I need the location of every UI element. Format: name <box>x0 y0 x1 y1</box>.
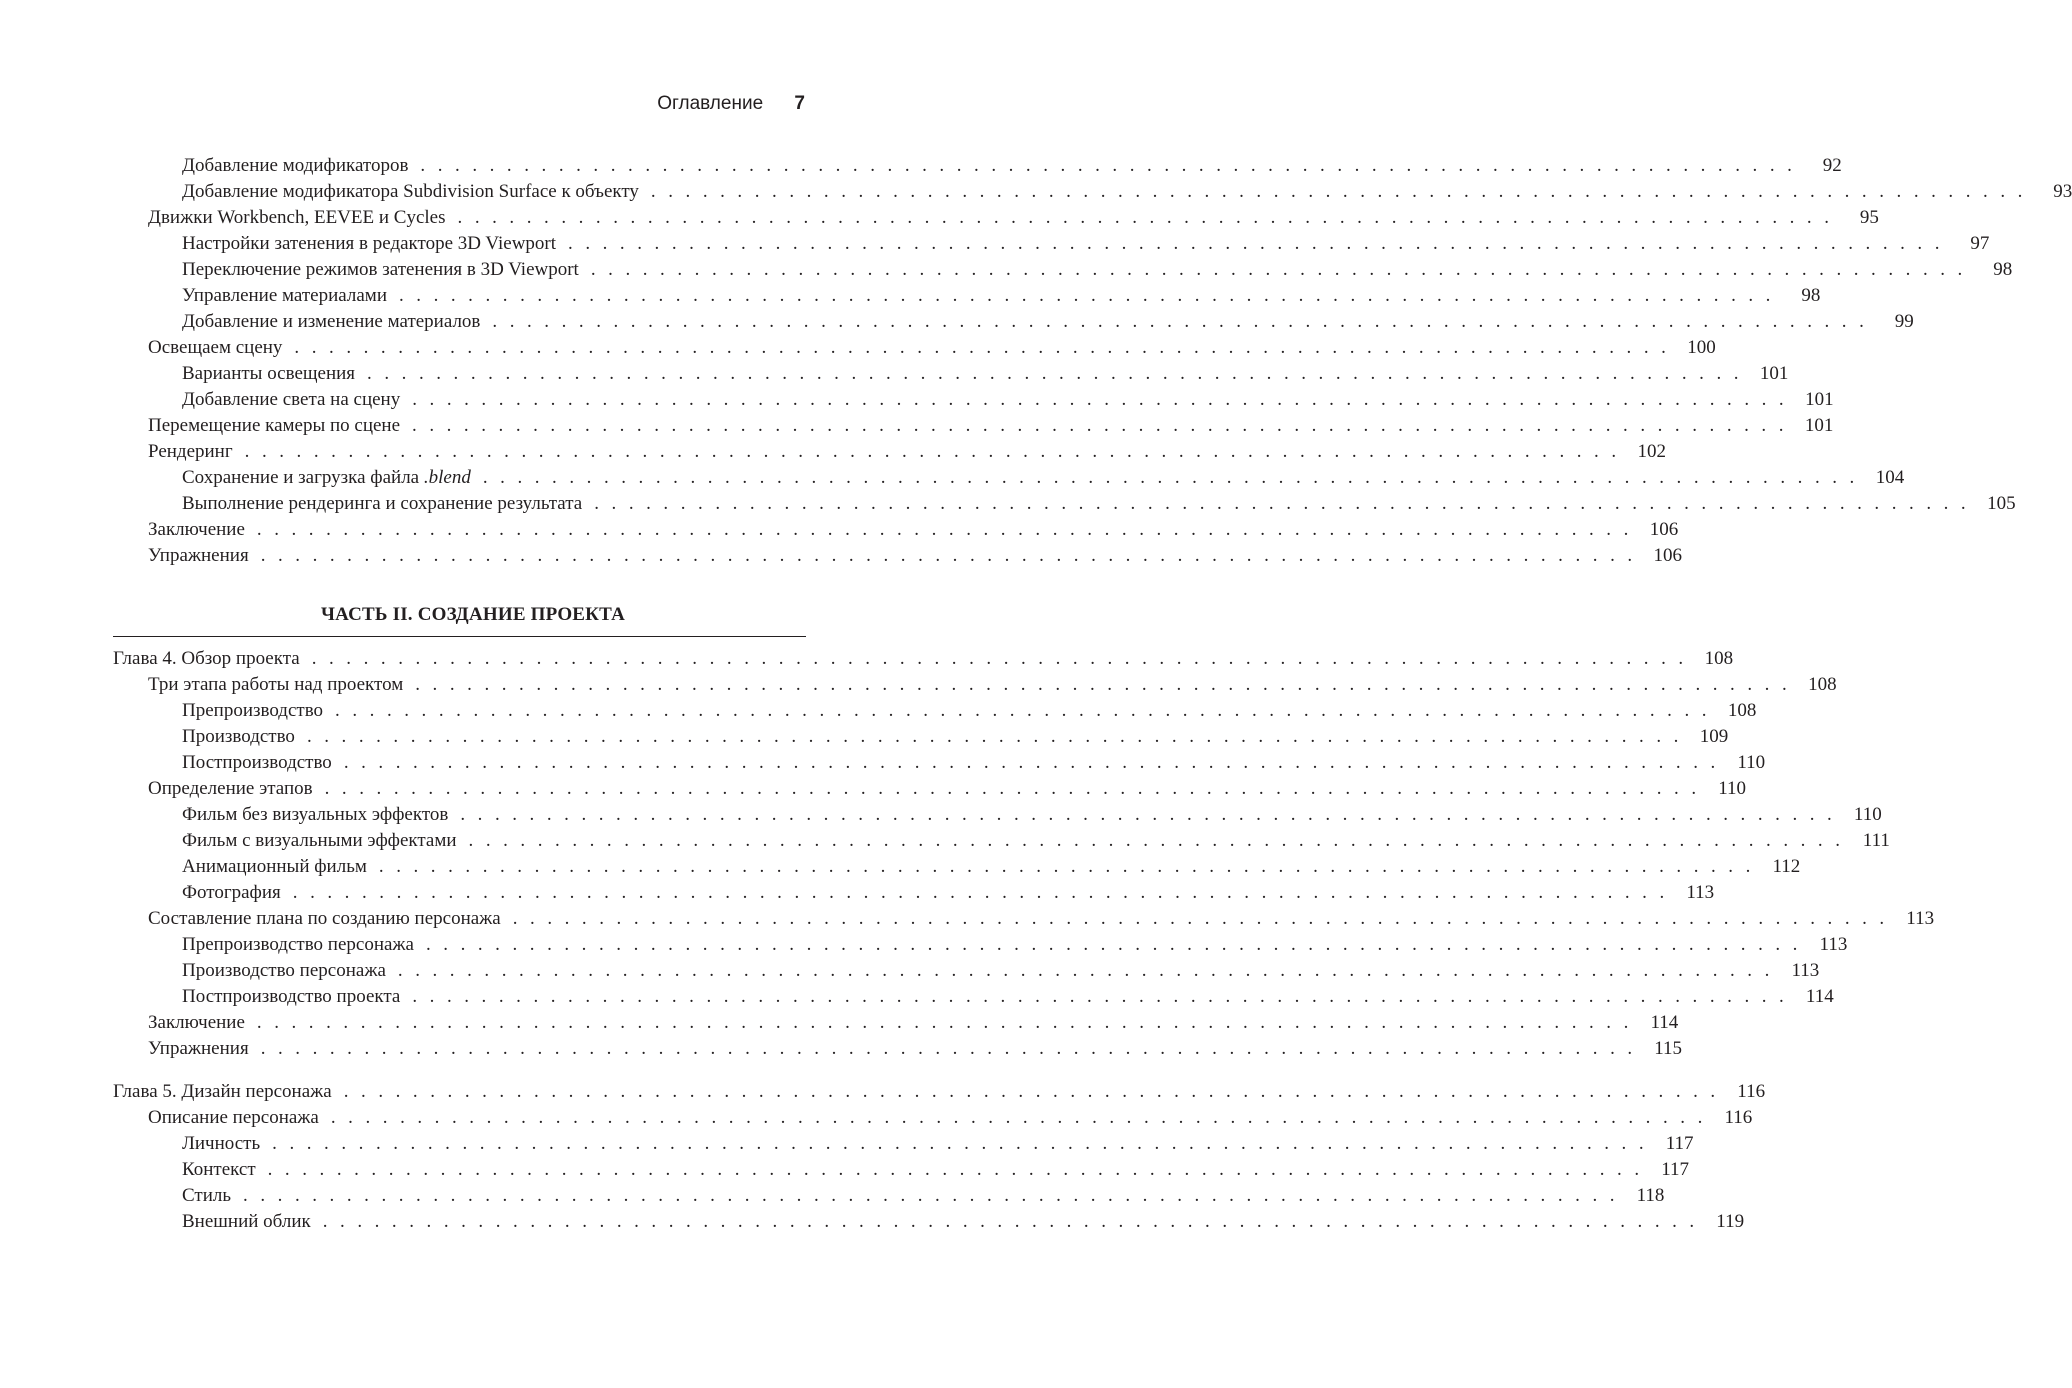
toc-entry <box>148 545 1683 571</box>
toc-entry-page: 114 <box>1650 1012 1679 1033</box>
dot-leader: . . . . . . . . . . . . . . . . . . . . . . . . . . . . . . . . . . . . . . . . . . . . . . . . . . . . . . . . . . . . . . . . . . . . . . . . . . . . . . . . <box>243 1185 1619 1206</box>
toc-entry <box>182 726 1729 752</box>
toc-entry-page: 113 <box>1686 882 1715 903</box>
toc-entry-title: Производство <box>182 726 295 747</box>
toc-entry-page: 102 <box>1637 441 1667 462</box>
toc-entry <box>182 1185 1665 1211</box>
dot-leader: . . . . . . . . . . . . . . . . . . . . . . . . . . . . . . . . . . . . . . . . . . . . . . . . . . . . . . . . . . . . . . . . . . . . . . . . . . . . . . . . <box>367 363 1743 384</box>
toc-entry-title: Настройки затенения в редакторе 3D Viewport <box>182 233 557 254</box>
toc-entry-page: 99 <box>1894 311 1914 332</box>
toc-entry <box>148 778 1746 804</box>
toc-entry-page: 116 <box>1724 1107 1753 1128</box>
toc-entry-title: Выполнение рендеринга и сохранение результата <box>182 493 583 514</box>
dot-leader: . . . . . . . . . . . . . . . . . . . . . . . . . . . . . . . . . . . . . . . . . . . . . . . . . . . . . . . . . . . . . . . . . . . . . . . . . . . . . . . . <box>260 1038 1637 1059</box>
toc-entry-page: 98 <box>1801 285 1821 306</box>
dot-leader: . . . . . . . . . . . . . . . . . . . . . . . . . . . . . . . . . . . . . . . . . . . . . . . . . . . . . . . . . . . . . . . . . . . . . . . . . . . . . . . . <box>415 674 1791 695</box>
toc-entry <box>182 1211 1745 1237</box>
dot-leader: . . . . . . . . . . . . . . . . . . . . . . . . . . . . . . . . . . . . . . . . . . . . . . . . . . . . . . . . . . . . . . . . . . . . . . . . . . . . . . . . <box>512 908 1889 929</box>
dot-leader: . . . . . . . . . . . . . . . . . . . . . . . . . . . . . . . . . . . . . . . . . . . . . . . . . . . . . . . . . . . . . . . . . . . . . . . . . . . . . . . . <box>260 545 1637 566</box>
toc-entry-page: 100 <box>1687 337 1716 358</box>
dot-leader: . . . . . . . . . . . . . . . . . . . . . . . . . . . . . . . . . . . . . . . . . . . . . . . . . . . . . . . . . . . . . . . . . . . . . . . . . . . . . . . . <box>335 700 1711 721</box>
toc-entry <box>148 908 1935 934</box>
dot-leader: . . . . . . . . . . . . . . . . . . . . . . . . . . . . . . . . . . . . . . . . . . . . . . . . . . . . . . . . . . . . . . . . . . . . . . . . . . . . . . . . <box>425 934 1802 955</box>
dot-leader: . . . . . . . . . . . . . . . . . . . . . . . . . . . . . . . . . . . . . . . . . . . . . . . . . . . . . . . . . . . . . . . . . . . . . . . . . . . . . . . . <box>378 856 1755 877</box>
toc-entry-title: Анимационный фильм <box>182 856 367 877</box>
toc-entry-title: Составление плана по созданию персонажа <box>148 908 501 929</box>
toc-entry-page: 110 <box>1718 778 1746 799</box>
toc-entry-page: 112 <box>1772 856 1801 877</box>
toc-entry <box>182 363 1789 389</box>
toc-entry <box>182 882 1715 908</box>
dot-leader: . . . . . . . . . . . . . . . . . . . . . . . . . . . . . . . . . . . . . . . . . . . . . . . . . . . . . . . . . . . . . . . . . . . . . . . . . . . . . . . . <box>397 960 1774 981</box>
dot-leader: . . . . . . . . . . . . . . . . . . . . . . . . . . . . . . . . . . . . . . . . . . . . . . . . . . . . . . . . . . . . . . . . . . . . . . . . . . . . . . . . <box>294 337 1670 358</box>
toc-entry-title: Контекст <box>182 1159 256 1180</box>
toc-entry-page: 101 <box>1804 415 1834 436</box>
toc-entry-page: 114 <box>1805 986 1834 1007</box>
dot-leader: . . . . . . . . . . . . . . . . . . . . . . . . . . . . . . . . . . . . . . . . . . . . . . . . . . . . . . . . . . . . . . . . . . . . . . . . . . . . . . . . <box>492 311 1868 332</box>
dot-leader: . . . . . . . . . . . . . . . . . . . . . . . . . . . . . . . . . . . . . . . . . . . . . . . . . . . . . . . . . . . . . . . . . . . . . . . . . . . . . . . . <box>244 441 1621 462</box>
dot-leader: . . . . . . . . . . . . . . . . . . . . . . . . . . . . . . . . . . . . . . . . . . . . . . . . . . . . . . . . . . . . . . . . . . . . . . . . . . . . . . . . <box>650 181 2027 202</box>
toc-entry <box>182 856 1801 882</box>
dot-leader: . . . . . . . . . . . . . . . . . . . . . . . . . . . . . . . . . . . . . . . . . . . . . . . . . . . . . . . . . . . . . . . . . . . . . . . . . . . . . . . . <box>343 1081 1720 1102</box>
toc-entry-title: Фильм без визуальных эффектов <box>182 804 449 825</box>
toc-entry <box>148 1038 1683 1064</box>
dot-leader: . . . . . . . . . . . . . . . . . . . . . . . . . . . . . . . . . . . . . . . . . . . . . . . . . . . . . . . . . . . . . . . . . . . . . . . . . . . . . . . . <box>420 155 1796 176</box>
toc-entry <box>182 493 2016 519</box>
toc-entry-title: Сохранение и загрузка файла .blend <box>182 467 471 488</box>
toc-entry-title: Заключение <box>148 519 245 540</box>
toc-entry-title: Переключение режимов затенения в 3D Viewport <box>182 259 579 280</box>
toc-entry-title: Фильм с визуальными эффектами <box>182 830 457 851</box>
dot-leader: . . . . . . . . . . . . . . . . . . . . . . . . . . . . . . . . . . . . . . . . . . . . . . . . . . . . . . . . . . . . . . . . . . . . . . . . . . . . . . . . <box>322 1211 1699 1232</box>
dot-leader: . . . . . . . . . . . . . . . . . . . . . . . . . . . . . . . . . . . . . . . . . . . . . . . . . . . . . . . . . . . . . . . . . . . . . . . . . . . . . . . . <box>482 467 1859 488</box>
toc-entry-title: Производство персонажа <box>182 960 386 981</box>
dot-leader: . . . . . . . . . . . . . . . . . . . . . . . . . . . . . . . . . . . . . . . . . . . . . . . . . . . . . . . . . . . . . . . . . . . . . . . . . . . . . . . . <box>324 778 1700 799</box>
toc-entry-page: 111 <box>1862 830 1890 851</box>
dot-leader: . . . . . . . . . . . . . . . . . . . . . . . . . . . . . . . . . . . . . . . . . . . . . . . . . . . . . . . . . . . . . . . . . . . . . . . . . . . . . . . . <box>412 415 1788 436</box>
toc-entry <box>148 337 1716 363</box>
toc-entry-title: Упражнения <box>148 545 249 566</box>
dot-leader: . . . . . . . . . . . . . . . . . . . . . . . . . . . . . . . . . . . . . . . . . . . . . . . . . . . . . . . . . . . . . . . . . . . . . . . . . . . . . . . . <box>256 519 1633 540</box>
toc-entry-title: Препроизводство персонажа <box>182 934 414 955</box>
toc-entry-title: Варианты освещения <box>182 363 356 384</box>
toc-entry <box>182 389 1834 415</box>
toc-entry-title: Постпроизводство <box>182 752 332 773</box>
dot-leader: . . . . . . . . . . . . . . . . . . . . . . . . . . . . . . . . . . . . . . . . . . . . . . . . . . . . . . . . . . . . . . . . . . . . . . . . . . . . . . . . <box>412 986 1788 1007</box>
toc-entry-page: 115 <box>1654 1038 1683 1059</box>
running-head <box>657 93 805 115</box>
toc-entry-page: 119 <box>1716 1211 1745 1232</box>
toc-entry <box>148 207 1879 233</box>
toc-entry-title: Три этапа работы над проектом <box>148 674 404 695</box>
page-number: 7 <box>794 93 805 114</box>
toc-entry-page: 106 <box>1653 545 1683 566</box>
dot-leader: . . . . . . . . . . . . . . . . . . . . . . . . . . . . . . . . . . . . . . . . . . . . . . . . . . . . . . . . . . . . . . . . . . . . . . . . . . . . . . . . <box>256 1012 1633 1033</box>
toc-entry-title: Описание персонажа <box>148 1107 319 1128</box>
toc-entry <box>182 960 1820 986</box>
toc-entry-page: 95 <box>1859 207 1879 228</box>
dot-leader: . . . . . . . . . . . . . . . . . . . . . . . . . . . . . . . . . . . . . . . . . . . . . . . . . . . . . . . . . . . . . . . . . . . . . . . . . . . . . . . . <box>306 726 1683 747</box>
toc-entry-page: 98 <box>1993 259 2013 280</box>
dot-leader: . . . . . . . . . . . . . . . . . . . . . . . . . . . . . . . . . . . . . . . . . . . . . . . . . . . . . . . . . . . . . . . . . . . . . . . . . . . . . . . . <box>457 207 1833 228</box>
toc-entry <box>182 155 1842 181</box>
toc-entry-title: Глава 4. Обзор проекта <box>113 648 300 669</box>
toc-entry-page: 117 <box>1665 1133 1694 1154</box>
toc-entry-page: 97 <box>1970 233 1990 254</box>
toc-entry-page: 117 <box>1661 1159 1689 1180</box>
toc-entry <box>182 285 1821 311</box>
toc-entry-title: Препроизводство <box>182 700 324 721</box>
toc-entry <box>182 804 1882 830</box>
dot-leader: . . . . . . . . . . . . . . . . . . . . . . . . . . . . . . . . . . . . . . . . . . . . . . . . . . . . . . . . . . . . . . . . . . . . . . . . . . . . . . . . <box>468 830 1844 851</box>
toc-entry-title: Управление материалами <box>182 285 387 306</box>
toc-entry-title: Постпроизводство проекта <box>182 986 401 1007</box>
toc-entry-title: Личность <box>182 1133 261 1154</box>
toc-entry <box>113 1081 1766 1107</box>
toc-entry-page: 101 <box>1759 363 1789 384</box>
toc-entry-title: Стиль <box>182 1185 232 1206</box>
running-head-title: Оглавление <box>657 93 764 114</box>
dot-leader: . . . . . . . . . . . . . . . . . . . . . . . . . . . . . . . . . . . . . . . . . . . . . . . . . . . . . . . . . . . . . . . . . . . . . . . . . . . . . . . . <box>330 1107 1707 1128</box>
dot-leader: . . . . . . . . . . . . . . . . . . . . . . . . . . . . . . . . . . . . . . . . . . . . . . . . . . . . . . . . . . . . . . . . . . . . . . . . . . . . . . . . <box>594 493 1970 514</box>
toc-entry-title: Фотография <box>182 882 281 903</box>
toc-entry-title: Упражнения <box>148 1038 249 1059</box>
toc-entry <box>148 519 1679 545</box>
toc-entry <box>182 467 1905 493</box>
toc-entry <box>148 415 1834 441</box>
dot-leader: . . . . . . . . . . . . . . . . . . . . . . . . . . . . . . . . . . . . . . . . . . . . . . . . . . . . . . . . . . . . . . . . . . . . . . . . . . . . . . . . <box>398 285 1775 306</box>
toc-entry-page: 110 <box>1853 804 1882 825</box>
toc-entry-title: Рендеринг <box>148 441 233 462</box>
toc-entry-page: 93 <box>2053 181 2072 202</box>
toc-entry-title: Добавление и изменение материалов <box>182 311 481 332</box>
toc-entry <box>148 1012 1679 1038</box>
toc-entry <box>182 752 1766 778</box>
toc-entry-title: Добавление света на сцену <box>182 389 401 410</box>
toc-entry-page: 105 <box>1987 493 2016 514</box>
toc-entry-page: 108 <box>1704 648 1734 669</box>
divider-rule <box>113 636 806 637</box>
toc-entry <box>113 648 1734 674</box>
toc-entry-title: Освещаем сцену <box>148 337 283 358</box>
toc-entry <box>182 181 2072 207</box>
toc-entry-page: 101 <box>1805 389 1834 410</box>
toc-entry-page: 104 <box>1875 467 1905 488</box>
toc-entry-page: 113 <box>1791 960 1820 981</box>
toc-entry <box>182 1159 1689 1185</box>
toc-entry <box>182 986 1834 1012</box>
toc-entry <box>182 934 1848 960</box>
toc-entry-title: Движки Workbench, EEVEE и Cycles <box>148 207 446 228</box>
toc-entry <box>182 233 1990 259</box>
toc-entry <box>148 1107 1753 1133</box>
toc-entry <box>182 311 1914 337</box>
toc-entry <box>148 441 1667 467</box>
toc-entry <box>182 259 2013 285</box>
toc-entry-page: 108 <box>1727 700 1757 721</box>
toc-entry-page: 108 <box>1808 674 1837 695</box>
toc-entry-page: 116 <box>1737 1081 1766 1102</box>
toc-entry <box>148 674 1837 700</box>
dot-leader: . . . . . . . . . . . . . . . . . . . . . . . . . . . . . . . . . . . . . . . . . . . . . . . . . . . . . . . . . . . . . . . . . . . . . . . . . . . . . . . . <box>343 752 1720 773</box>
toc-entry-title: Добавление модификаторов <box>182 155 409 176</box>
toc-entry-page: 92 <box>1822 155 1842 176</box>
toc-entry <box>182 700 1757 726</box>
toc-entry-title: Добавление модификатора Subdivision Surface к объекту <box>182 181 639 202</box>
dot-leader: . . . . . . . . . . . . . . . . . . . . . . . . . . . . . . . . . . . . . . . . . . . . . . . . . . . . . . . . . . . . . . . . . . . . . . . . . . . . . . . . <box>412 389 1788 410</box>
dot-leader: . . . . . . . . . . . . . . . . . . . . . . . . . . . . . . . . . . . . . . . . . . . . . . . . . . . . . . . . . . . . . . . . . . . . . . . . . . . . . . . . <box>311 648 1688 669</box>
toc-entry-page: 109 <box>1699 726 1729 747</box>
toc-entry-title: Определение этапов <box>148 778 313 799</box>
toc-entry-page: 118 <box>1636 1185 1665 1206</box>
toc-entry-page: 113 <box>1906 908 1935 929</box>
toc-entry-title: Перемещение камеры по сцене <box>148 415 401 436</box>
toc-entry <box>182 830 1890 856</box>
dot-leader: . . . . . . . . . . . . . . . . . . . . . . . . . . . . . . . . . . . . . . . . . . . . . . . . . . . . . . . . . . . . . . . . . . . . . . . . . . . . . . . . <box>292 882 1669 903</box>
dot-leader: . . . . . . . . . . . . . . . . . . . . . . . . . . . . . . . . . . . . . . . . . . . . . . . . . . . . . . . . . . . . . . . . . . . . . . . . . . . . . . . . <box>272 1133 1648 1154</box>
toc-entry-page: 110 <box>1737 752 1766 773</box>
toc-entry-title: Внешний облик <box>182 1211 311 1232</box>
dot-leader: . . . . . . . . . . . . . . . . . . . . . . . . . . . . . . . . . . . . . . . . . . . . . . . . . . . . . . . . . . . . . . . . . . . . . . . . . . . . . . . . <box>568 233 1944 254</box>
dot-leader: . . . . . . . . . . . . . . . . . . . . . . . . . . . . . . . . . . . . . . . . . . . . . . . . . . . . . . . . . . . . . . . . . . . . . . . . . . . . . . . . <box>460 804 1836 825</box>
toc-entry-page: 106 <box>1649 519 1679 540</box>
toc-entry-page: 113 <box>1819 934 1848 955</box>
toc-entry-title: Глава 5. Дизайн персонажа <box>113 1081 332 1102</box>
part-title: ЧАСТЬ II. СОЗДАНИЕ ПРОЕКТА <box>320 604 625 625</box>
dot-leader: . . . . . . . . . . . . . . . . . . . . . . . . . . . . . . . . . . . . . . . . . . . . . . . . . . . . . . . . . . . . . . . . . . . . . . . . . . . . . . . . <box>590 259 1967 280</box>
toc-entry <box>182 1133 1694 1159</box>
dot-leader: . . . . . . . . . . . . . . . . . . . . . . . . . . . . . . . . . . . . . . . . . . . . . . . . . . . . . . . . . . . . . . . . . . . . . . . . . . . . . . . . <box>267 1159 1643 1180</box>
toc-entry-title: Заключение <box>148 1012 245 1033</box>
